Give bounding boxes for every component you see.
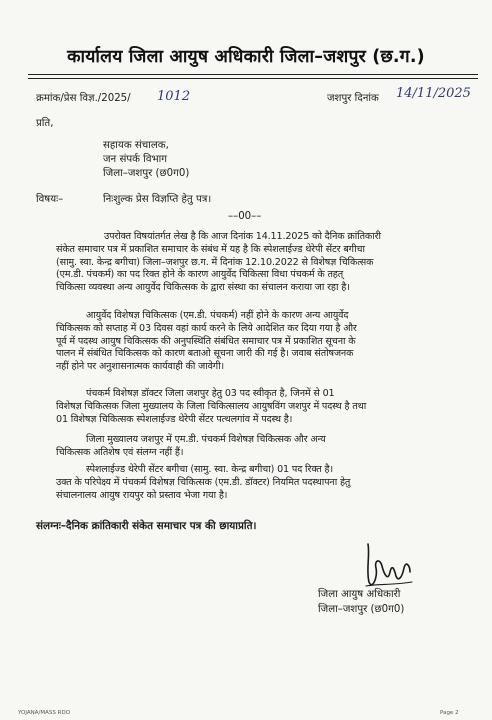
addressee-line3: जिला–जशपुर (छ0ग0) (103, 168, 190, 179)
paragraph-1-line: उपरोक्त विषयांतर्गत लेख है कि आज दिनांक 14.11.2025 को दैनिक क्रांतिकारी (104, 231, 381, 242)
paragraph-3-line: विशेषज्ञ चिकित्सक जिला मुख्यालय के जिला चिकित्सालय आयुषविंग जशपुर में पदस्थ है तथा (56, 400, 367, 412)
paragraph-1-line: चिकित्सा व्यवस्था अन्य आयुर्वेद चिकित्सक के द्वारा संस्था का संचालन कराया जा रहा है। (56, 282, 350, 294)
header-rule-bottom (28, 78, 478, 79)
addressee-line1: सहायक संचालक, (103, 140, 169, 151)
paragraph-2-line: पालन में संबंधित चिकित्सक को कारण बताओ सूचना जारी की गई है। जवाब संतोषजनक (56, 348, 354, 360)
paragraph-1-line: (सामु. स्वा. केन्द्र बगीचा) जिला–जशपुर छ.ग. में दिनांक 12.10.2022 से विशेषज्ञ चिकित्सक (56, 256, 374, 268)
addressee-line2: जन संपर्क विभाग (103, 154, 168, 165)
paragraph-1-line: (एम.डी. पंचकर्म) का पद रिक्त होने के कारण आयुर्वेद चिकित्सा विधा पंचकर्म के तहत् (56, 269, 344, 281)
paragraph-1 (56, 231, 464, 295)
paragraph-5-line: स्पेशलाईज्ड थेरेपी सेंटर बगीचा (सामु. स्वा. केन्द्र बगीचा) 01 पद रिक्त है। (86, 464, 333, 475)
letter-date: 14/11/2025 (396, 86, 471, 101)
footer-left-text: YOJANA/MASS RDO (18, 710, 71, 716)
paragraph-3-line: पंचकर्म विशेषज्ञ डॉक्टर जिला जशपुर हेतु 03 पद स्वीकृत है, जिनमें से 01 (86, 388, 335, 399)
subject-text: निःशुल्क प्रेस विज्ञप्ति हेतु पत्र। (103, 194, 212, 205)
paragraph-2-line: पूर्व में पदस्थ आयुष चिकित्सक की अनुपस्थिति संबंधित समाचार पत्र में प्रकाशित सूचना के (56, 335, 356, 347)
paragraph-1-line: संकेत समाचार पत्र में प्रकाशित समाचार के संबंध में यह है कि स्पेशलाईज्ड थेरेपी सेंटर बगीचा (56, 243, 365, 255)
reference-label: क्रमांक/प्रेस विज्ञ./2025/ (36, 93, 131, 104)
subject-separator: ––00–– (228, 211, 262, 222)
paragraph-5-line: उक्त के परिपेक्ष्य में पंचकर्म विशेषज्ञ चिकित्सक (एम.डी. डॉक्टर) नियमित पदस्थापना हेतु (56, 476, 351, 488)
paragraph-4-line: चिकित्सक अतिशेष एवं संलग्न नहीं हैं। (56, 446, 184, 458)
paragraph-4-line: जिला मुख्यालय जशपुर में एम.डी. पंचकर्म विशेषज्ञ चिकित्सक और अन्य (86, 434, 326, 445)
paragraph-5 (56, 464, 464, 502)
paragraph-3-line: 01 विशेषज्ञ चिकित्सक स्पेशलाईज्ड थेरेपी सेंटर पत्थलगांव में पदस्थ है। (56, 413, 293, 425)
paragraph-5-line: संचालनालय आयुष रायपुर को प्रस्ताव भेजा गया है। (56, 489, 228, 501)
paragraph-4 (56, 434, 464, 460)
paragraph-2 (56, 310, 464, 374)
subject-label: विषयः– (36, 194, 64, 205)
footer-page-number: Page 2 (440, 710, 459, 716)
office-header-title: कार्यालय जिला आयुष अधिकारी जिला–जशपुर (छ.ग.) (67, 47, 425, 67)
paragraph-2-line: आयुर्वेद विशेषज्ञ चिकित्सक (एम.डी. पंचकर्म) नहीं होने के कारण अन्य आयुर्वेद (86, 310, 349, 321)
paragraph-2-line: नहीं होने पर अनुशासनात्मक कार्यवाही की जावेगी। (56, 361, 225, 373)
paragraph-3 (56, 388, 464, 426)
signatory-designation: जिला आयुष अधिकारी (318, 589, 401, 600)
paragraph-2-line: चिकित्सक को सप्ताह में 03 दिवस वहां कार्य करने के लिये आदेशित कर दिया गया है और (56, 322, 357, 334)
place-date-label: जशपुर दिनांक (327, 93, 379, 104)
header-rule-top (28, 74, 478, 75)
prati-label: प्रति, (36, 118, 54, 129)
signatory-district: जिला–जशपुर (छ0ग0) (318, 604, 405, 615)
handwritten-signature (360, 538, 420, 594)
enclosure-note: संलग्नः–दैनिक क्रांतिकारी संकेत समाचार पत्र की छायाप्रति। (36, 520, 257, 532)
reference-number: 1012 (157, 89, 191, 104)
